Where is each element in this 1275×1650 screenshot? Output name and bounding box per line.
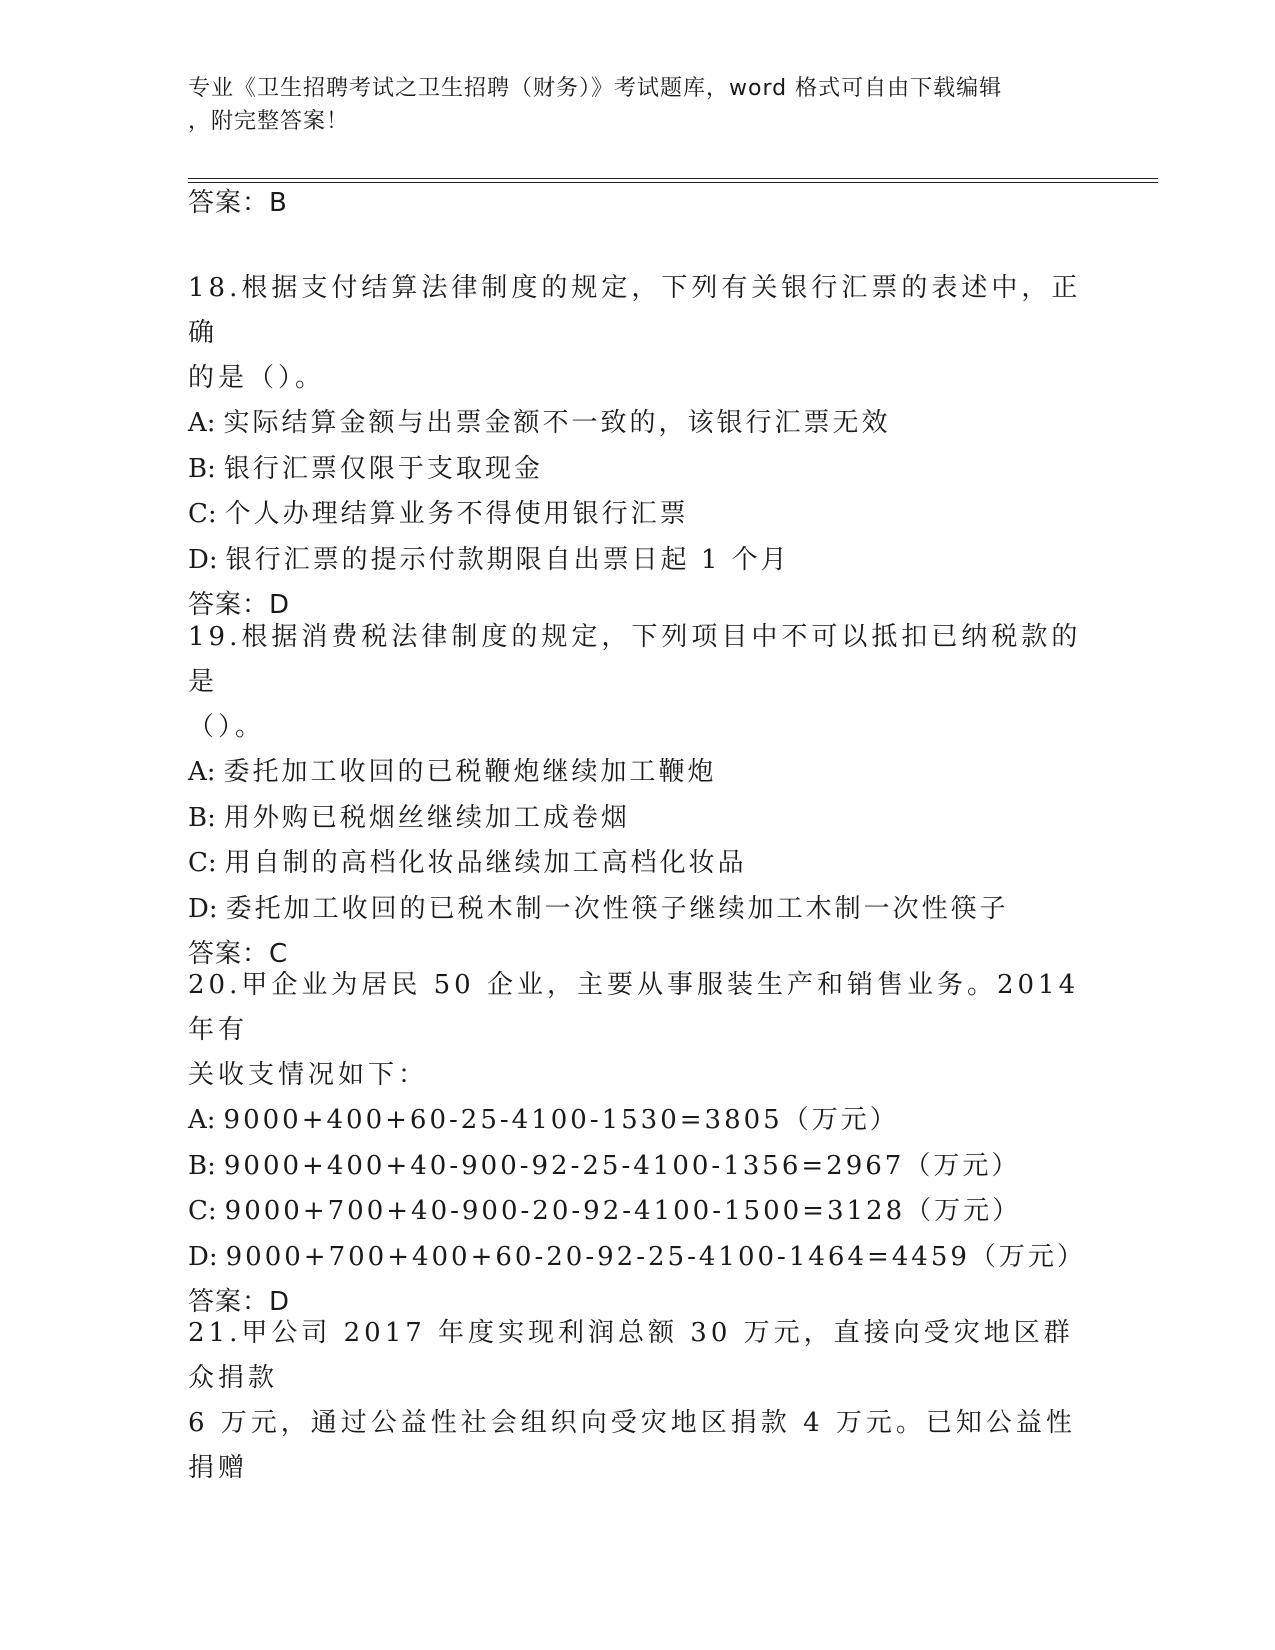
- option-d: [188, 1235, 1088, 1281]
- answer: 答案：D: [188, 590, 291, 620]
- answer: 答案：D: [188, 1287, 291, 1317]
- option-label: D:: [188, 893, 218, 924]
- question-21: [188, 1311, 1088, 1491]
- option-b: [188, 1144, 1088, 1190]
- option-a: [188, 1098, 1088, 1144]
- option-c: [188, 492, 1088, 538]
- option-a: [188, 401, 1088, 447]
- option-text: 用自制的高档化妆品继续加工高档化妆品: [224, 848, 747, 878]
- option-b: [188, 447, 1088, 493]
- option-text: 银行汇票的提示付款期限自出票日起 1 个月: [225, 544, 790, 575]
- answer-17: 答案：B: [188, 188, 288, 218]
- question-text-line-1: 19.根据消费税法律制度的规定，下列项目中不可以抵扣已纳税款的是: [188, 622, 1082, 697]
- question-19: [188, 615, 1088, 977]
- option-label: C:: [188, 499, 217, 529]
- option-text: 9000+400+60-25-4100-1530=3805（万元）: [223, 1105, 899, 1135]
- option-a: [188, 750, 1088, 796]
- option-text: 银行汇票仅限于支取现金: [223, 453, 543, 484]
- option-label: B:: [188, 453, 216, 484]
- header-line-2: ，附完整答案！: [188, 109, 350, 134]
- option-label: D:: [188, 544, 218, 575]
- option-text: 委托加工收回的已税鞭炮继续加工鞭炮: [223, 757, 717, 787]
- question-text-line-2: 的是（）。: [188, 363, 326, 393]
- option-text: 委托加工收回的已税木制一次性筷子继续加工木制一次性筷子: [225, 893, 1009, 924]
- option-label: A:: [188, 1105, 216, 1135]
- option-text: 9000+400+40-900-92-25-4100-1356=2967（万元）: [223, 1150, 1021, 1181]
- option-label: C:: [188, 1196, 217, 1226]
- option-label: D:: [188, 1241, 218, 1272]
- document-header: [188, 72, 1088, 138]
- option-text: 9000+700+400+60-20-92-25-4100-1464=4459（万元）: [225, 1241, 1086, 1272]
- question-text-line-1: 18.根据支付结算法律制度的规定，下列有关银行汇票的表述中，正确: [188, 273, 1082, 348]
- option-c: [188, 1189, 1088, 1235]
- option-c: [188, 841, 1088, 887]
- option-b: [188, 796, 1088, 842]
- option-label: C:: [188, 848, 217, 878]
- option-text: 个人办理结算业务不得使用银行汇票: [224, 499, 689, 529]
- option-d: [188, 887, 1088, 933]
- question-text-line-1: 20.甲企业为居民 50 企业，主要从事服装生产和销售业务。2014 年有: [188, 970, 1080, 1045]
- option-d: [188, 538, 1088, 584]
- option-text: 实际结算金额与出票金额不一致的，该银行汇票无效: [223, 408, 891, 438]
- question-text-line-2: （）。: [188, 712, 266, 742]
- question-20: [188, 963, 1088, 1325]
- option-text: 9000+700+40-900-20-92-4100-1500=3128（万元）: [224, 1196, 1022, 1226]
- option-label: B:: [188, 1150, 216, 1181]
- option-label: B:: [188, 802, 216, 833]
- question-text-line-2: 关收支情况如下：: [188, 1060, 429, 1090]
- option-text: 用外购已税烟丝继续加工成卷烟: [223, 802, 630, 833]
- question-18: [188, 266, 1088, 628]
- question-text-line-1: 21.甲公司 2017 年度实现利润总额 30 万元，直接向受灾地区群众捐款: [188, 1318, 1074, 1393]
- answer: 答案：C: [188, 939, 289, 969]
- header-line-1: 专业《卫生招聘考试之卫生招聘（财务）》考试题库，word 格式可自由下载编辑: [188, 76, 1003, 101]
- option-label: A:: [188, 757, 216, 787]
- option-label: A:: [188, 408, 216, 438]
- question-text-line-2: 6 万元，通过公益性社会组织向受灾地区捐款 4 万元。已知公益性捐赠: [188, 1408, 1076, 1483]
